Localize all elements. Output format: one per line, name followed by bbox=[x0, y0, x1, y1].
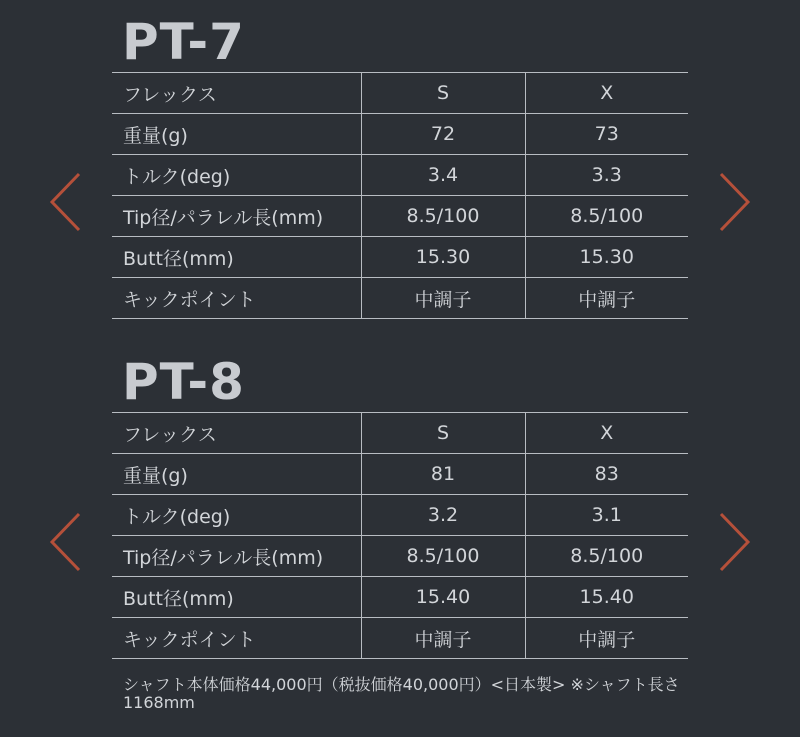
table-row bbox=[112, 577, 688, 618]
next-arrow-pt7[interactable] bbox=[716, 170, 752, 234]
cell-value-x: 8.5/100 bbox=[525, 536, 688, 577]
cell-value-x: 中調子 bbox=[525, 278, 688, 319]
row-label: キックポイント bbox=[112, 618, 361, 659]
table-row bbox=[112, 237, 688, 278]
cell-value-s: 中調子 bbox=[361, 278, 525, 319]
table-row bbox=[112, 196, 688, 237]
cell-value-x: 15.40 bbox=[525, 577, 688, 618]
cell-value-s: 72 bbox=[361, 114, 525, 155]
section-title: PT-8 bbox=[122, 353, 245, 411]
table-row bbox=[112, 114, 688, 155]
cell-value-x: 8.5/100 bbox=[525, 196, 688, 237]
row-label: 重量(g) bbox=[112, 114, 361, 155]
prev-arrow-pt7[interactable] bbox=[48, 170, 84, 234]
row-label: Butt径(mm) bbox=[112, 577, 361, 618]
chevron-right-icon bbox=[716, 170, 752, 234]
cell-value-x: 3.1 bbox=[525, 495, 688, 536]
cell-value-x: 中調子 bbox=[525, 618, 688, 659]
spec-section-pt8 bbox=[112, 352, 688, 659]
row-label: Tip径/パラレル長(mm) bbox=[112, 196, 361, 237]
chevron-right-icon bbox=[716, 510, 752, 574]
cell-value-x: 15.30 bbox=[525, 237, 688, 278]
header-cell-flex-x: X bbox=[525, 73, 688, 114]
cell-value-x: 83 bbox=[525, 454, 688, 495]
chevron-left-icon bbox=[48, 510, 84, 574]
cell-value-s: 8.5/100 bbox=[361, 536, 525, 577]
prev-arrow-pt8[interactable] bbox=[48, 510, 84, 574]
price-note: シャフト本体価格44,000円（税抜価格40,000円）<日本製> ※シャフト長さ1168mm bbox=[123, 675, 680, 712]
header-cell-flex-s: S bbox=[361, 413, 525, 454]
table-row bbox=[112, 454, 688, 495]
row-label: キックポイント bbox=[112, 278, 361, 319]
row-label: 重量(g) bbox=[112, 454, 361, 495]
cell-value-s: 3.4 bbox=[361, 155, 525, 196]
table-row bbox=[112, 618, 688, 659]
header-cell-flex-s: S bbox=[361, 73, 525, 114]
spec-table bbox=[112, 412, 688, 659]
table-row bbox=[112, 495, 688, 536]
next-arrow-pt8[interactable] bbox=[716, 510, 752, 574]
header-cell-label: フレックス bbox=[112, 73, 361, 114]
table-row bbox=[112, 155, 688, 196]
section-title: PT-7 bbox=[122, 13, 245, 71]
table-row bbox=[112, 536, 688, 577]
header-cell-flex-x: X bbox=[525, 413, 688, 454]
row-label: Tip径/パラレル長(mm) bbox=[112, 536, 361, 577]
table-header-row bbox=[112, 73, 688, 114]
cell-value-s: 81 bbox=[361, 454, 525, 495]
cell-value-x: 73 bbox=[525, 114, 688, 155]
cell-value-s: 8.5/100 bbox=[361, 196, 525, 237]
cell-value-s: 15.30 bbox=[361, 237, 525, 278]
table-row bbox=[112, 278, 688, 319]
chevron-left-icon bbox=[48, 170, 84, 234]
header-cell-label: フレックス bbox=[112, 413, 361, 454]
row-label: Butt径(mm) bbox=[112, 237, 361, 278]
table-header-row bbox=[112, 413, 688, 454]
spec-table bbox=[112, 72, 688, 319]
row-label: トルク(deg) bbox=[112, 155, 361, 196]
cell-value-s: 3.2 bbox=[361, 495, 525, 536]
row-label: トルク(deg) bbox=[112, 495, 361, 536]
cell-value-s: 15.40 bbox=[361, 577, 525, 618]
cell-value-s: 中調子 bbox=[361, 618, 525, 659]
spec-section-pt7 bbox=[112, 12, 688, 319]
cell-value-x: 3.3 bbox=[525, 155, 688, 196]
